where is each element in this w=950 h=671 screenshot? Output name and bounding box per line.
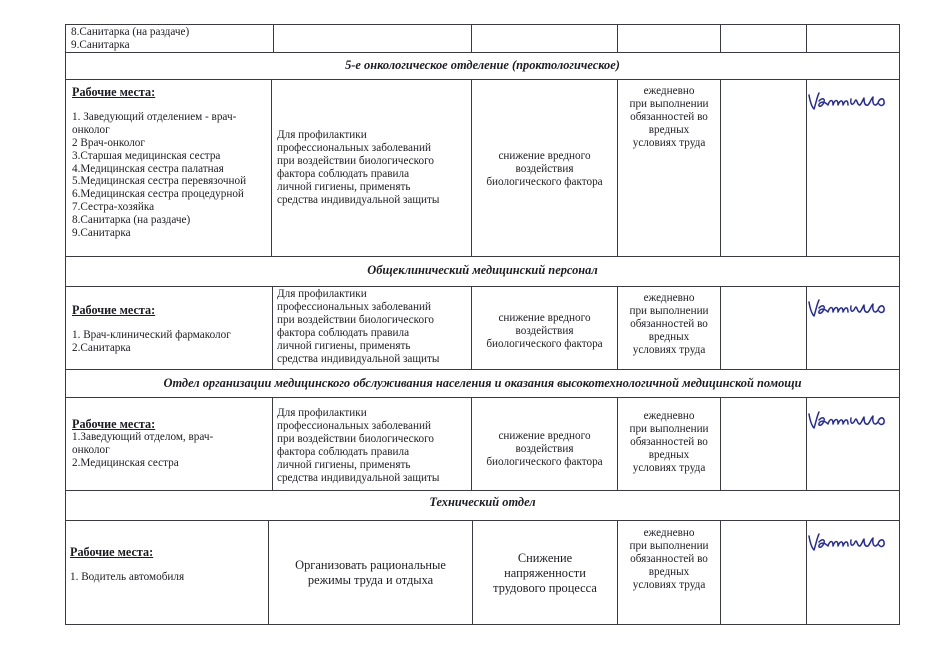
handwritten-note-general <box>807 294 897 322</box>
section-title-org: Отдел организации медицинского обслуживания населения и оказания высокотехнологичной медицинской помощи <box>163 376 802 390</box>
measure-line: профессиональных заболеваний <box>277 300 431 313</box>
workplace-item: 1.Заведующий отделом, врач- <box>72 430 214 443</box>
term-line: вредных <box>648 330 690 343</box>
term-line: вредных <box>648 448 690 461</box>
measure-line: средства индивидуальной защиты <box>277 193 440 206</box>
handwritten-note-org <box>807 406 897 434</box>
goal-line: трудового процесса <box>493 581 597 595</box>
term-line: ежедневно <box>643 410 695 422</box>
workplace-item: 1. Водитель автомобиля <box>70 570 185 583</box>
measure-line: фактора соблюдать правила <box>277 326 410 339</box>
goal-line: биологического фактора <box>486 337 603 350</box>
workplace-item: 2.Медицинская сестра <box>72 456 179 469</box>
column-divider <box>720 397 721 490</box>
org-workplaces <box>72 418 213 470</box>
goal-line: снижение вредного <box>498 150 591 162</box>
workplace-item: 2.Санитарка <box>72 341 131 354</box>
org-term <box>618 410 720 475</box>
workplace-item: 2 Врач-онколог <box>72 136 145 149</box>
tech-term <box>618 527 720 592</box>
handwriting-vypolneno <box>807 528 897 556</box>
term-line: при выполнении <box>629 304 709 317</box>
handwriting-vypolneno <box>807 87 897 115</box>
measure-line: при воздействии биологического <box>277 154 435 167</box>
goal-line: напряженности <box>504 566 586 580</box>
oncology-workplaces <box>72 86 246 240</box>
goal-line: снижение вредного <box>498 312 591 324</box>
column-divider <box>806 24 807 52</box>
goal-line: снижение вредного <box>498 430 591 442</box>
measure-line: Для профилактики <box>277 407 367 419</box>
measure-line: профессиональных заболеваний <box>277 141 431 154</box>
workplace-item: 3.Старшая медицинская сестра <box>72 149 221 162</box>
oncology-measure <box>277 129 439 206</box>
measure-line: при воздействии биологического <box>277 432 435 445</box>
handwritten-note-oncology <box>807 87 897 115</box>
org-measure <box>277 407 439 484</box>
handwriting-vypolneno <box>807 406 897 434</box>
term-line: при выполнении <box>629 422 709 435</box>
measure-line: фактора соблюдать правила <box>277 167 410 180</box>
column-divider <box>272 397 273 490</box>
column-divider <box>273 24 274 52</box>
term-line: обязанностей во <box>630 552 708 565</box>
table-rule <box>65 24 900 25</box>
measure-line: личной гигиены, применять <box>277 458 411 471</box>
term-line: условиях труда <box>632 461 706 474</box>
column-divider <box>272 286 273 369</box>
section-title-tech: Технический отдел <box>429 495 536 509</box>
oncology-term <box>618 85 720 150</box>
term-line: условиях труда <box>632 136 706 149</box>
table-rule <box>65 520 900 521</box>
term-line: ежедневно <box>643 527 695 539</box>
general-term <box>618 292 720 357</box>
term-line: условиях труда <box>632 578 706 591</box>
measure-line: Организовать рациональные <box>295 558 446 572</box>
workplace-item: онколог <box>72 443 110 456</box>
measure-line: Для профилактики <box>277 129 367 141</box>
term-line: условиях труда <box>632 343 706 356</box>
column-divider <box>720 520 721 624</box>
org-goal <box>472 430 617 469</box>
goal-line: биологического фактора <box>486 175 603 188</box>
workplaces-heading: Рабочие места: <box>72 85 156 99</box>
workplace-item: 4.Медицинская сестра палатная <box>72 162 224 175</box>
oncology-goal <box>472 150 617 189</box>
term-line: обязанностей во <box>630 435 708 448</box>
tech-goal <box>473 551 617 596</box>
measure-line: личной гигиены, применять <box>277 180 411 193</box>
measure-line: профессиональных заболеваний <box>277 419 431 432</box>
measure-line: личной гигиены, применять <box>277 339 411 352</box>
measure-line: фактора соблюдать правила <box>277 445 410 458</box>
table-rule <box>65 490 900 491</box>
term-line: вредных <box>648 123 690 136</box>
term-line: ежедневно <box>643 292 695 304</box>
general-measure <box>277 288 439 365</box>
measure-line: режимы труда и отдыха <box>307 573 434 587</box>
workplace-item: онколог <box>72 123 110 136</box>
term-line: при выполнении <box>629 97 709 110</box>
table-rule <box>65 624 900 625</box>
goal-line: воздействия <box>515 324 574 337</box>
term-line: вредных <box>648 565 690 578</box>
workplaces-heading: Рабочие места: <box>72 417 156 431</box>
workplace-item: 1. Врач-клинический фармаколог <box>72 328 231 341</box>
table-border-right <box>899 24 900 625</box>
measure-line: Для профилактики <box>277 288 367 300</box>
workplaces-heading: Рабочие места: <box>72 303 156 317</box>
measure-line: средства индивидуальной защиты <box>277 352 440 365</box>
workplace-item: 6.Медицинская сестра процедурной <box>72 188 244 201</box>
table-rule <box>65 397 900 398</box>
table-rule <box>65 52 900 53</box>
column-divider <box>720 24 721 52</box>
workplace-item: 8.Санитарка (на раздаче) <box>71 26 190 38</box>
term-line: ежедневно <box>643 85 695 97</box>
workplace-item: 1. Заведующий отделением - врач- <box>72 110 237 123</box>
column-divider <box>271 79 272 256</box>
column-divider <box>617 24 618 52</box>
column-divider <box>720 286 721 369</box>
column-divider <box>471 24 472 52</box>
section-title-oncology: 5-е онкологическое отделение (проктологическое) <box>345 58 620 72</box>
table-rule <box>65 79 900 80</box>
goal-line: биологического фактора <box>486 455 603 468</box>
term-line: обязанностей во <box>630 317 708 330</box>
workplace-item: 9.Санитарка <box>72 227 131 240</box>
workplace-item: 7.Сестра-хозяйка <box>72 201 155 214</box>
goal-line: Снижение <box>517 551 573 565</box>
workplaces-heading: Рабочие места: <box>70 545 154 559</box>
top-row-workplaces <box>71 26 189 52</box>
goal-line: воздействия <box>515 162 574 175</box>
goal-line: воздействия <box>515 442 574 455</box>
handwriting-vypolneno <box>807 294 897 322</box>
measure-line: средства индивидуальной защиты <box>277 471 440 484</box>
workplace-item: 5.Медицинская сестра перевязочной <box>72 175 247 188</box>
general-workplaces <box>72 304 231 355</box>
column-divider <box>720 79 721 256</box>
table-rule <box>65 369 900 370</box>
table-rule <box>65 286 900 287</box>
measures-table <box>65 24 900 625</box>
workplace-item: 9.Санитарка <box>71 38 130 51</box>
table-border-left <box>65 24 66 625</box>
table-rule <box>65 256 900 257</box>
tech-measure <box>269 558 472 588</box>
workplace-item: 8.Санитарка (на раздаче) <box>72 214 191 227</box>
general-goal <box>472 312 617 351</box>
term-line: при выполнении <box>629 539 709 552</box>
term-line: обязанностей во <box>630 110 708 123</box>
section-title-general: Общеклинический медицинский персонал <box>367 263 598 277</box>
handwritten-note-tech <box>807 528 897 556</box>
measure-line: при воздействии биологического <box>277 313 435 326</box>
tech-workplaces <box>70 546 184 584</box>
